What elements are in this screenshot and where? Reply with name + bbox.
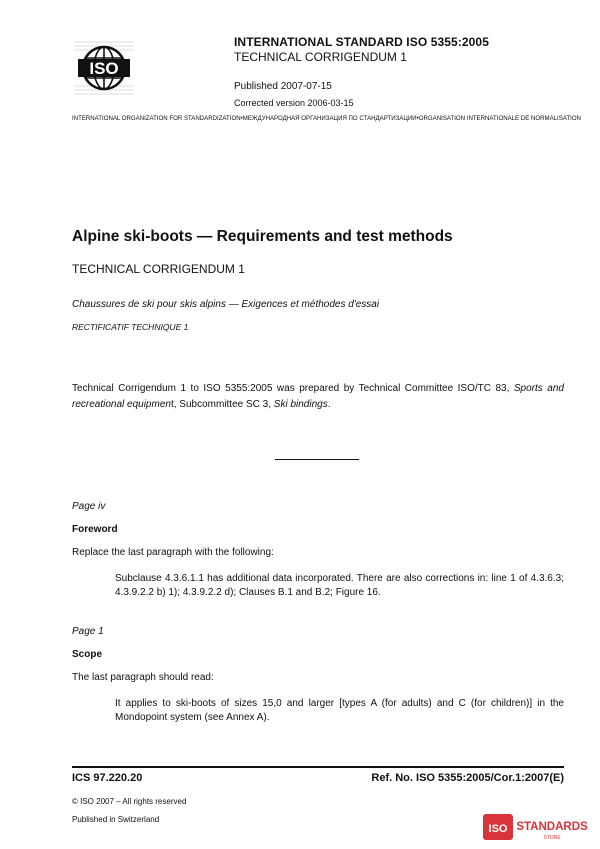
corrigendum-label: TECHNICAL CORRIGENDUM 1 — [234, 50, 407, 64]
badge-standards-text: STANDARDS — [516, 821, 588, 833]
foreword-quote: Subclause 4.3.6.1.1 has additional data incorporated. There are also corrections in: line 1 of 4.3.6.3; 4.3.9.2.2 b) 1); 4.3.9.2.2 d); Clauses B.1 and B.2; Figure 16. — [115, 573, 564, 598]
org-separator: • — [416, 115, 419, 122]
badge-store-text: STORE — [543, 835, 561, 841]
french-corrigendum: RECTIFICATIF TECHNIQUE 1 — [72, 322, 189, 332]
divider — [275, 459, 359, 460]
document-title: Alpine ski-boots — Requirements and test methods — [72, 228, 453, 245]
org-russian: МЕЖДУНАРОДНАЯ ОРГАНИЗАЦИЯ ПО СТАНДАРТИЗАЦИИ — [242, 115, 417, 122]
french-title: Chaussures de ski pour skis alpins — Exigences et méthodes d'essai — [72, 299, 380, 310]
page-ref-foreword: Page iv — [72, 501, 106, 512]
iso-logo-text: ISO — [89, 59, 119, 78]
scope-quote: It applies to ski-boots of sizes 15,0 and larger [types A (for adults) and C (for children)] in the Mondopoint system (see Annex A). — [115, 698, 564, 723]
intro-paragraph: Technical Corrigendum 1 to ISO 5355:2005 was prepared by Technical Committee ISO/TC 83, Sports and recreational equipment, Subcommittee SC 3, Ski bindings. — [72, 383, 564, 410]
published-date: Published 2007-07-15 — [234, 81, 332, 92]
published-in: Published in Switzerland — [72, 815, 160, 824]
corrected-version: Corrected version 2006-03-15 — [234, 98, 354, 108]
foreword-heading: Foreword — [72, 524, 118, 535]
org-separator: • — [240, 115, 243, 122]
copyright-notice: © ISO 2007 – All rights reserved — [72, 797, 187, 806]
foreword-instruction: Replace the last paragraph with the following: — [72, 547, 274, 558]
scope-instruction: The last paragraph should read: — [72, 672, 214, 683]
document-corrigendum: TECHNICAL CORRIGENDUM 1 — [72, 262, 245, 276]
badge-iso-text: ISO — [488, 823, 508, 835]
iso-standards-store-badge[interactable] — [483, 811, 591, 843]
org-english: INTERNATIONAL ORGANIZATION FOR STANDARDIZATION — [72, 115, 241, 122]
reference-number: Ref. No. ISO 5355:2005/Cor.1:2007(E) — [371, 772, 564, 784]
standard-title: INTERNATIONAL STANDARD ISO 5355:2005 — [234, 35, 489, 49]
organization-line — [72, 115, 581, 122]
ics-number: ICS 97.220.20 — [72, 772, 143, 784]
org-french: ORGANISATION INTERNATIONALE DE NORMALISATION — [418, 115, 581, 122]
page-ref-scope: Page 1 — [72, 626, 104, 637]
iso-logo — [72, 38, 136, 98]
scope-heading: Scope — [72, 649, 103, 660]
footer-rule — [72, 766, 564, 768]
